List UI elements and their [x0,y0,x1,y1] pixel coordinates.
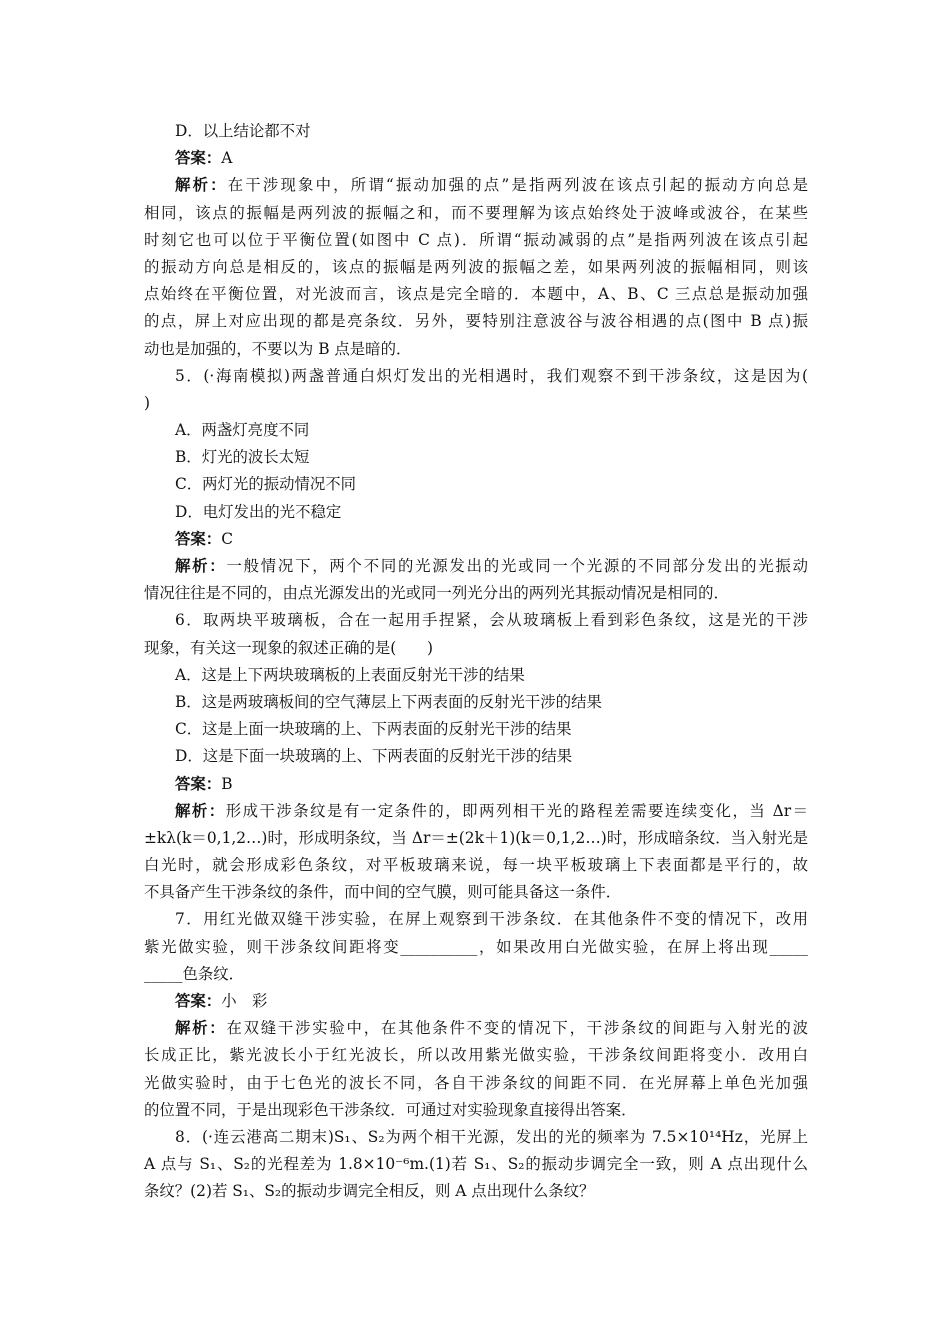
text-line [144,336,808,363]
text-line [144,553,808,580]
text-line [144,1097,808,1124]
line-text: 8．(·连云港高二期末)S₁、S₂为两个相干光源，发出的光的频率为 7.5×10¹⁴Hz，光屏上 [175,1127,808,1146]
text-line [144,580,808,607]
text-line [144,308,808,335]
line-text: 的位置不同，于是出现彩色干涉条纹．可通过对实验现象直接得出答案． [144,1100,637,1119]
line-text: 点始终在平衡位置，对光波而言，该点是完全暗的．本题中，A、B、C 三点总是振动加强 [144,285,808,304]
line-text: B．这是两玻璃板间的空气薄层上下两表面的反射光干涉的结果 [175,692,602,711]
text-line [144,934,808,961]
line-text: A．这是上下两块玻璃板的上表面反射光干涉的结果 [175,665,525,684]
text-line [144,662,808,689]
text-line [144,1124,808,1151]
text-line [144,526,808,553]
text-line [144,879,808,906]
text-line [144,798,808,825]
line-text: 条纹？(2)若 S₁、S₂的振动步调完全相反，则 A 点出现什么条纹？ [144,1182,595,1201]
line-text: 6．取两块平玻璃板，合在一起用手捏紧，会从玻璃板上看到彩色条纹，这是光的干涉 [175,611,808,630]
text-line [144,363,808,390]
line-text: 小 彩 [221,992,268,1010]
line-text: 相同，该点的振幅是两列波的振幅之和，而不要理解为该点始终处于波峰或波谷，在某些 [144,203,808,222]
text-line [144,607,808,634]
line-text: C [221,529,233,548]
line-text: D．电灯发出的光不稳定 [175,502,342,521]
text-line [144,1042,808,1069]
line-text: D．以上结论都不对 [175,122,311,140]
line-text: D．这是下面一块玻璃的上、下两表面的反射光干涉的结果 [175,747,573,766]
text-line [144,227,808,254]
line-text: 的点，屏上对应出现的都是亮条纹．另外，要特别注意波谷与波谷相遇的点(图中 B 点)振 [144,312,808,331]
line-text: 时刻它也可以位于平衡位置(如图中 C 点)．所谓“振动减弱的点”是指两列波在该点引起 [144,230,808,249]
line-text: 光做实验时，由于七色光的波长不同，各自干涉条纹的间距不同．在光屏幕上单色光加强 [144,1073,808,1092]
text-line [144,988,808,1015]
answer-label: 答案： [175,774,222,793]
line-text: 动也是加强的，不要以为 B 点是暗的． [144,339,412,358]
text-line [144,771,808,798]
line-text: 不具备产生干涉条纹的条件，而中间的空气膜，则可能具备这一条件． [144,883,622,902]
answer-label: 解析： [175,176,228,195]
text-line [144,172,808,199]
text-line [144,906,808,933]
answer-label: 答案： [175,529,222,548]
text-line [144,444,808,471]
text-line [144,689,808,716]
answer-label: 答案： [175,992,222,1010]
text-line [144,716,808,743]
text-line [144,145,808,172]
line-text: ±kλ(k＝0,1,2…)时，形成明条纹，当 Δr＝±(2k＋1)(k＝0,1,2…)时，形成暗条纹．当入射光是 [144,828,808,847]
text-line [144,390,808,417]
text-line [144,417,808,444]
line-text: A 点与 S₁、S₂的光程差为 1.8×10⁻⁶m.(1)若 S₁、S₂的振动步调完全一致，则 A 点出现什么 [144,1155,808,1174]
line-text: C．两灯光的振动情况不同 [175,475,357,494]
text-line [144,1151,808,1178]
text-line [144,499,808,526]
line-text: 一般情况下，两个不同的光源发出的光或同一个光源的不同部分发出的光振动 [226,557,808,575]
line-text: 紫光做实验，则干涉条纹间距将变__________，如果改用白光做实验，在屏上将出现_____ [144,937,808,956]
line-text: B．灯光的波长太短 [175,448,310,467]
line-text: 形成干涉条纹是有一定条件的，即两列相干光的路程差需要连续变化，当 Δr＝ [225,801,808,820]
answer-label: 答案： [175,149,222,168]
line-text: 在干涉现象中，所谓“振动加强的点”是指两列波在该点引起的振动方向总是 [227,176,808,195]
text-line [144,471,808,498]
line-text: _____色条纹． [144,964,245,983]
line-text: 长成正比，紫光波长小于红光波长，所以改用紫光做实验，干涉条纹间距将变小．改用白 [144,1046,808,1065]
text-line [144,743,808,770]
line-text: A．两盏灯亮度不同 [175,421,310,440]
text-line [144,852,808,879]
text-line [144,1015,808,1042]
answer-label: 解析： [175,1019,227,1038]
text-line [144,281,808,308]
line-text: 7．用红光做双缝干涉实验，在屏上观察到干涉条纹．在其他条件不变的情况下，改用 [175,910,808,929]
line-text: 5．(·海南模拟)两盏普通白炽灯发出的光相遇时，我们观察不到干涉条纹，这是因为( [175,366,808,385]
line-text: ) [144,393,151,412]
line-text: C．这是上面一块玻璃的上、下两表面的反射光干涉的结果 [175,720,572,739]
text-line [144,961,808,988]
text-line [144,200,808,227]
text-line [144,118,808,145]
line-text: 现象，有关这一现象的叙述正确的是( ) [144,638,434,657]
line-text: 的振动方向总是相反的，该点的振幅是两列波的振幅之差，如果两列波的振幅相同，则该 [144,257,808,276]
text-line [144,635,808,662]
answer-label: 解析： [175,801,226,820]
text-line [144,825,808,852]
document-page [144,118,808,1206]
text-line [144,1178,808,1205]
line-text: 白光时，就会形成彩色条纹，对平板玻璃来说，每一块平板玻璃上下表面都是平行的，故 [144,856,808,875]
line-text: 情况往往是不同的，由点光源发出的光或同一列光分出的两列光其振动情况是相同的． [144,584,729,603]
line-text: 在双缝干涉实验中，在其他条件不变的情况下，干涉条纹的间距与入射光的波 [226,1019,808,1038]
answer-label: 解析： [175,557,227,575]
line-text: B [221,774,233,793]
text-line [144,254,808,281]
line-text: A [221,149,233,168]
text-line [144,1070,808,1097]
